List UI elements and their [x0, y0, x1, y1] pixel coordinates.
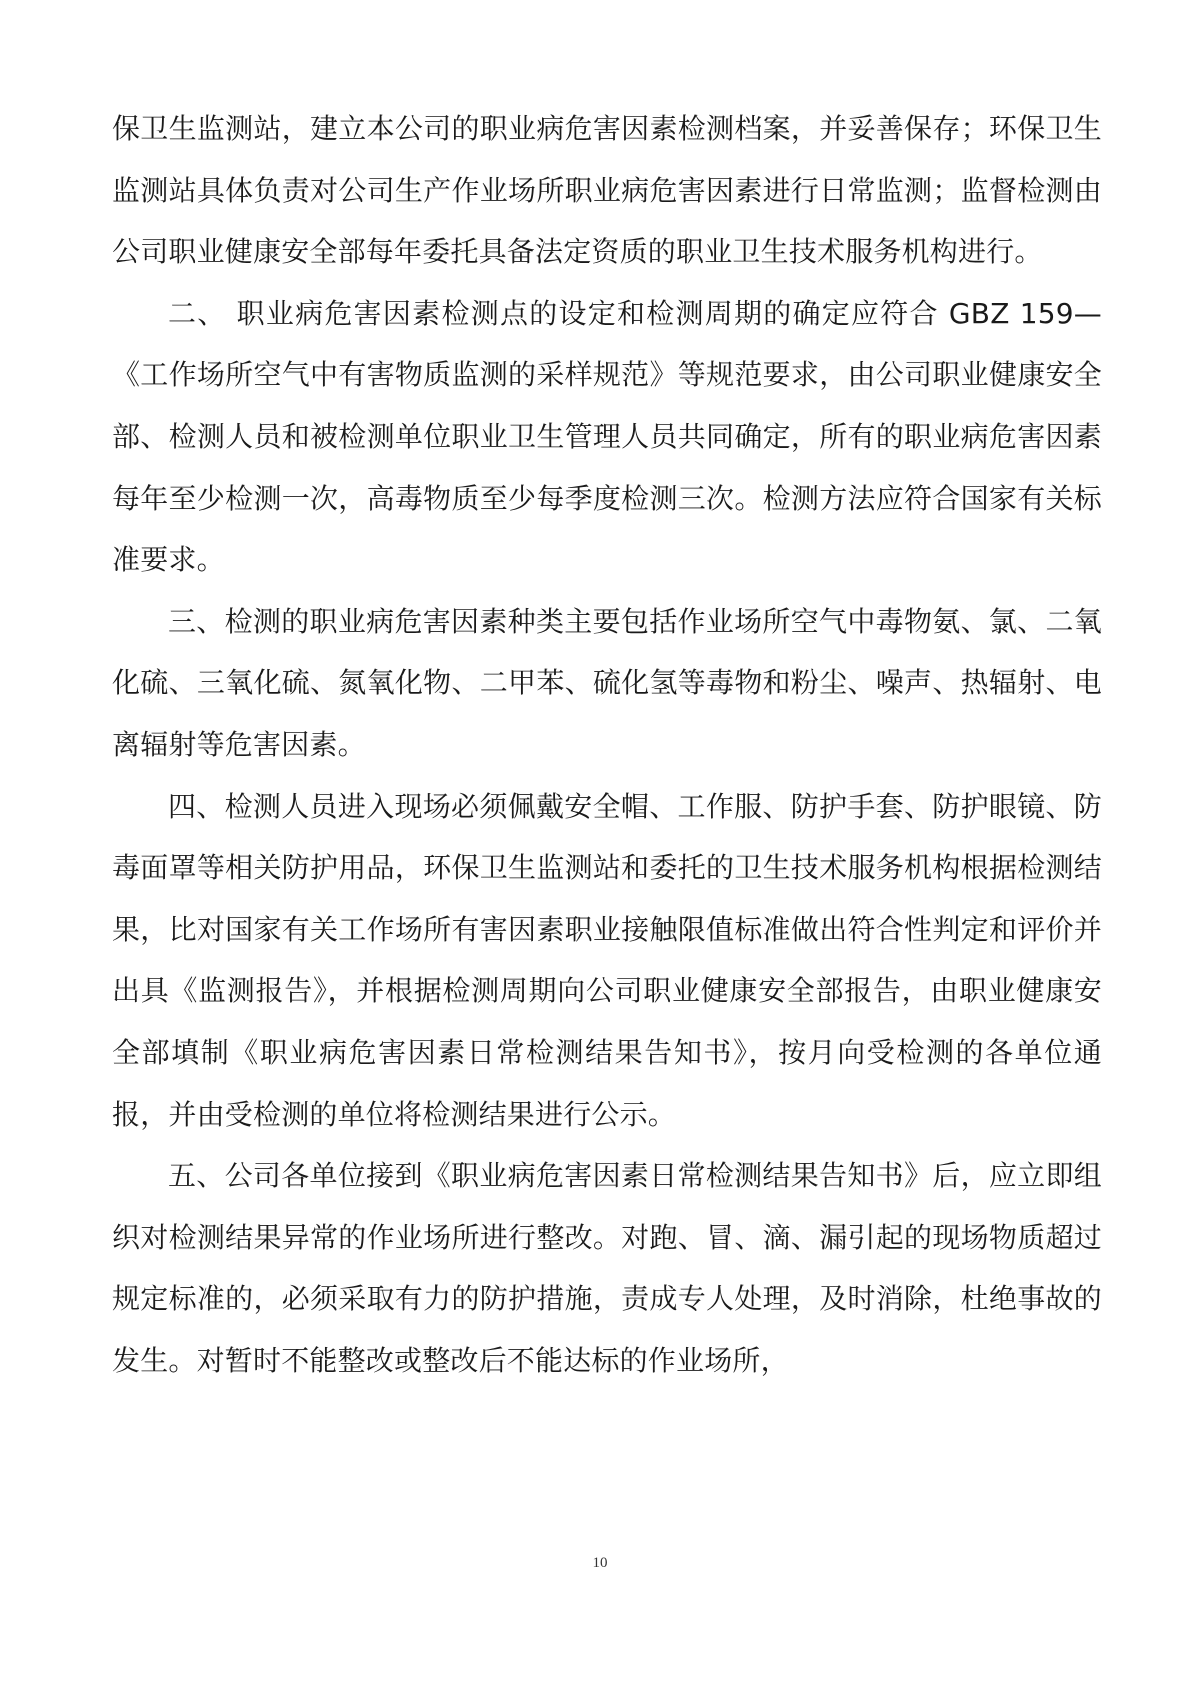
page-number: 10: [592, 1555, 608, 1571]
paragraph-item-2: 二、 职业病危害因素检测点的设定和检测周期的确定应符合 GBZ 159—《工作场所空气中有害物质监测的采样规范》等规范要求，由公司职业健康安全部、检测人员和被检测单位职业卫生管理人员共同确定，所有的职业病危害因素每年至少检测一次，高毒物质至少每季度检测三次。检测方法应符合国家有关标准要求。: [112, 296, 1102, 577]
paragraph-item-5: 五、公司各单位接到《职业病危害因素日常检测结果告知书》后，应立即组织对检测结果异常的作业场所进行整改。对跑、冒、滴、漏引起的现场物质超过规定标准的，必须采取有力的防护措施，责成专人处理，及时消除，杜绝事故的发生。对暂时不能整改或整改后不能达标的作业场所，: [112, 1159, 1102, 1377]
paragraph-item-3: 三、检测的职业病危害因素种类主要包括作业场所空气中毒物氨、氯、二氧化硫、三氧化硫、氮氧化物、二甲苯、硫化氢等毒物和粉尘、噪声、热辐射、电离辐射等危害因素。: [112, 604, 1102, 761]
paragraph-item-4: 四、检测人员进入现场必须佩戴安全帽、工作服、防护手套、防护眼镜、防毒面罩等相关防护用品，环保卫生监测站和委托的卫生技术服务机构根据检测结果，比对国家有关工作场所有害因素职业接触限值标准做出符合性判定和评价并出具《监测报告》，并根据检测周期向公司职业健康安全部报告，由职业健康安全部填制《职业病危害因素日常检测结果告知书》，按月向受检测的各单位通报，并由受检测的单位将检测结果进行公示。: [112, 789, 1102, 1131]
paragraph-continuation: 保卫生监测站，建立本公司的职业病危害因素检测档案，并妥善保存；环保卫生监测站具体负责对公司生产作业场所职业病危害因素进行日常监测；监督检测由公司职业健康安全部每年委托具备法定资质的职业卫生技术服务机构进行。: [112, 112, 1102, 269]
document-body: [112, 98, 1102, 1391]
